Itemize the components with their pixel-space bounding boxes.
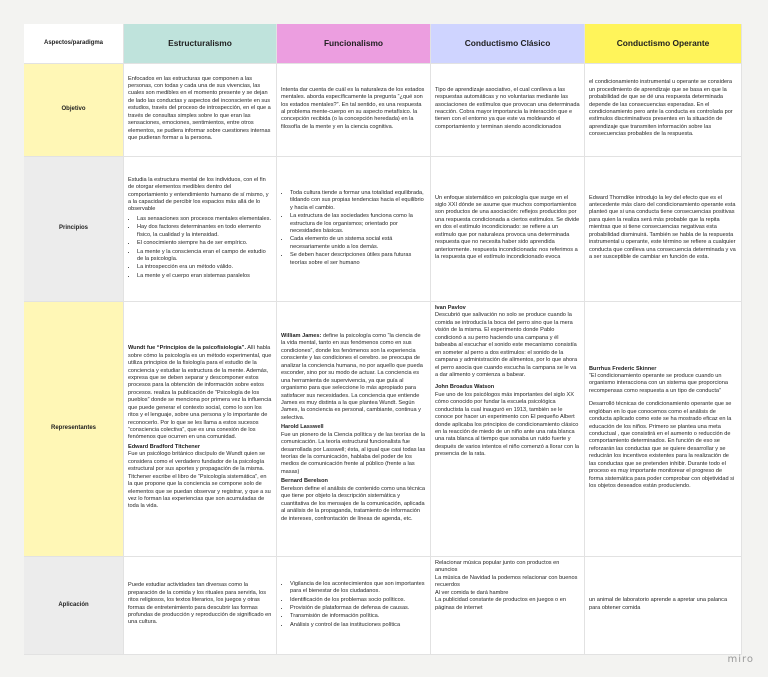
- representative-quote: “El condicionamiento operante se produce cuando un organismo interacciona con un sistema que proporciona recompensas como respuesta a un tipo de conducta”: [589, 372, 728, 394]
- list-item: • La introspección era un método válido.: [137, 264, 272, 271]
- representative-text: Fue uno de los psicólogos más importantes del siglo XX cómo conocido por fundar la escuela psicológica conductista la cual inauguró en 1913, también se le conoce por hacer un experimento con El pequeño Albert donde aplicaba los principios de condicionamiento clásico en la reacción de miedo de un niño ante una rata blanca una rata blanca al tiempo que sonaba un ruido fuerte y después de varios intentos el niño comenzó a llorar con la presencia de la rata.: [435, 391, 579, 458]
- aplicacion-funcionalismo-list: [281, 581, 426, 631]
- representative-name: William James:: [281, 333, 322, 340]
- cell-text: Un enfoque sistemático en psicología que surge en el siglo XXI dónde se asume que muchos comportamientos son productos de una asociación: reflejos producidos por una respuesta condicionada a ciertos estímulos. Se divide en dos el estímulo incondicionado: se refiere a un estímulo que por naturaleza provoca una determinada respuesta que no necesita haber sido aprendida anteriormente. respuesta incondicionada: nos referimos a la respuesta que el estímulo incondicionado evoca: [435, 194, 580, 261]
- row-label-representantes: Representantes: [24, 302, 124, 557]
- comparison-board: [24, 24, 742, 655]
- aplicacion-conductismo-clasico: [431, 557, 585, 655]
- representative-text: define la psicología como “la ciencia de la vida mental, tanto en sus fenómenos como en sus condiciones”, donde los fenómenos son la experiencia consciente y las condiciones el cerebro. se preocupa de analizar la conciencia humana, no por aquello que pueda esconder, sino por su modo de actuar. La conciencia es una herramienta de supervivencia, ya que guía al organismo para que seleccione lo más apropiado para satisfacer sus necesidades. La conciencia que entiende James es muy distinta a la que plantea Wundt. Según James, la conciencia es personal, cambiante, continua y selectiva.: [281, 333, 423, 421]
- row-label-principios: Principios: [24, 157, 124, 302]
- representative-text: Fue un psicólogo británico discípulo de Wundt quien se considera como el verdadero fundador de la psicología estructural por sus aportes y propagación de la misma. Titchener escribe el libro de “Psicología sistemática”, en la que propone que la conciencia se compone solo de elementos que se puedan observar y registrar, y que a su vez lo forman las experiencias que son acumuladas de toda la vida.: [128, 451, 271, 510]
- cell-text: Puede estudiar actividades tan diversas como la preparación de la comida y los rituales para servirla, los ritos religiosos, los textos literarios, los juegos y otras formas de entretenimiento para descubrir las formas profundas de producción y reproducción de significado en una cultura.: [128, 582, 272, 626]
- list-item: • La mente y el cuerpo eran sistemas paralelos: [137, 273, 272, 280]
- representative-name: Burrhus Frederic Skinner: [589, 365, 657, 372]
- list-item: • La mente y la consciencia eran el campo de estudio de la psicología.: [137, 249, 272, 264]
- principios-conductismo-operante: [585, 157, 742, 302]
- representative-name: Bernard Berelson: [281, 478, 328, 485]
- list-item: • Vigilancia de los acontecimientos que son importantes para el bienestar de los ciudadanos.: [290, 581, 426, 596]
- principios-funcionalismo-list: [281, 190, 426, 268]
- cell-text: Enfocados en las estructuras que componen a las personas, con todas y cada una de sus vivencias, las cuales son medibles en el momento presente y se dejan de lado las conductas y aspectos del inconsciente en sus estudios, través del proceso de introspección, en el que a través de consultas simples sobre lo que eran las sensaciones, emociones, sentimientos, entre otros elementos, se pudiera informar sobre cuestiones internas que pudieran formar a la persona.: [128, 75, 271, 142]
- list-item: • Se deben hacer descripciones útiles para futuras teorías sobre el ser humano: [290, 252, 426, 267]
- objetivo-conductismo-operante: [585, 64, 742, 157]
- list-item: • Toda cultura tiende a formar una totalidad equilibrada, tildando con sus propias tendencias hacia el equilibrio y hacia el cambio.: [290, 190, 426, 212]
- representative-name: Harold Lasswell: [281, 424, 324, 431]
- list-item: • Identificación de los problemas socio políticos.: [290, 597, 426, 604]
- representantes-conductismo-clasico: [431, 302, 585, 557]
- list-item: • Hay dos factores determinantes en todo elemento físico, la cualidad y la intensidad.: [137, 224, 272, 239]
- header-estructuralismo: Estructuralismo: [124, 24, 277, 64]
- aplicacion-conductismo-operante: [585, 557, 742, 655]
- header-aspects: Aspectos/paradigma: [24, 24, 124, 64]
- row-label-aplicacion: Aplicación: [24, 557, 124, 655]
- miro-watermark: miro: [727, 654, 754, 665]
- objetivo-estructuralismo: [124, 64, 277, 157]
- objetivo-funcionalismo: [277, 64, 431, 157]
- representative-text: Desarrolló técnicas de condicionamiento operante que se englóban en lo que conocemos como el análisis de conducta aplicado como este se ha mostrado eficaz en la educación de los niños. Primero se plantea una meta conductual , que consistirá en el aumento o reducción de comportamiento determinados. En función de eso se reforzarán las conductas que se quiere desarrollar y se reducirán los incentivos existentes para la realización de las conductas que se pretenden inhibir. Durante todo el proceso es muy importante monitorear el progreso de forma sistemática para poder comprobar con objetividad si los objetos deseados están produciendo.: [589, 401, 735, 490]
- principios-estructuralismo-list: [128, 216, 272, 282]
- cell-line: Relacionar música popular junto con productos en anuncios: [435, 560, 560, 574]
- list-item: • Las sensaciones son procesos mentales elementales.: [137, 216, 272, 223]
- list-item: • El conocimiento siempre ha de ser empírico.: [137, 240, 272, 247]
- representative-text: Fue un pionero de la Ciencia política y de las teorías de la comunicación. La teoría estructural funcionalista fue desarrollada por Lasswell; ésta, al igual que casi todas las teorías de la comunicación, hablaba del poder de los medios de comunicación frente al público (frente a las masas): [281, 431, 426, 475]
- aplicacion-estructuralismo: [124, 557, 277, 655]
- cell-text: el condicionamiento instrumental u operante se considera un procedimiento de aprendizaje que se basa en que la probabilidad de que se dé una respuesta determinada depende de las consecuencias esperadas. En el condicionamiento pero ante la conducta es controlada por estímulos discriminativos presentes en la situación de aprendizaje que transmiten información sobre las consecuencias probables de la respuesta.: [589, 79, 733, 138]
- representantes-estructuralismo: [124, 302, 277, 557]
- representative-name: Edward Bradford Titchener: [128, 443, 201, 450]
- principios-conductismo-clasico: [431, 157, 585, 302]
- aplicacion-funcionalismo: [277, 557, 431, 655]
- representative-text: Descubrió que salivación no solo se produce cuando la comida se introducía la boca del perro sino que la mera visión de la misma. El experimento donde Pablo condicionó a su perro haciendo una campana y él babeaba al escuchar el sonido este mecanismo consistía en someter al perro a dos estímulos: el sonido de la campana y administración de alimentos, por lo que ahora el perro asocia que cuando escucha la campana se le va a dar alimento y comienza a babear.: [435, 312, 578, 378]
- cell-text: un animal de laboratorio aprende a apretar una palanca para obtener comida: [589, 597, 728, 611]
- list-item: • Análisis y control de las instituciones política: [290, 622, 426, 629]
- representantes-conductismo-operante: [585, 302, 742, 557]
- cell-line: La publicidad constante de productos en juegos o en páginas de internet: [435, 597, 566, 611]
- list-item: • Provisión de plataformas de defensa de causas.: [290, 605, 426, 612]
- objetivo-conductismo-clasico: [431, 64, 585, 157]
- header-funcionalismo: Funcionalismo: [277, 24, 431, 64]
- principios-funcionalismo: [277, 157, 431, 302]
- header-conductismo-clasico: Conductismo Clásico: [431, 24, 585, 64]
- cell-line: Al ver comida te dará hambre: [435, 589, 509, 596]
- list-item: • Cada elemento de un sistema social está necesariamente unido a los demás.: [290, 236, 426, 251]
- principios-estructuralismo: [124, 157, 277, 302]
- cell-text: Intenta dar cuenta de cuál es la naturaleza de los estados mentales. aborda específicamente la pregunta “¿qué son los estados mentales?”. En tal sentido, es una respuesta al problema mente-cuerpo en su aspecto metafísico. la concepción recibida (o la concepción heredada) en la filosofía de la mente y en la ciencia cognitiva.: [281, 86, 425, 130]
- cell-text: Edward Thorndike introdujo la ley del efecto que es el antecedente más claro del condicionamiento operante esta planteó que si una conducta tiene consecuencias positivas para quien la realiza será más probable que la repita mientras que si tiene consecuencias negativas esta probabilidad disminuirá. También se habla de la respuesta instrumental u operante, este término se refiere a cualquier conducta que conlleva una consecuencia determinada y va a ser susceptible de cambiar en función de esta.: [589, 194, 736, 261]
- header-conductismo-operante: Conductismo Operante: [585, 24, 742, 64]
- representative-text: Allí habla sobre cómo la psicología es un método experimental, que utiliza principios de la fisiología para el estudio de la conciencia y estudiar la estructura de la mente. Además, expresa que se deben separar y descomponer estos procesos para la obtención de información sobre estos procesos. realiza la publicación de “Psicología de los pueblos” donde se menciona por primera vez la influencia que puede generar el contexto social, como lo son los ritos y el lenguaje, sobre una persona y lo importante de reconocerlo. Por lo que se les llama a estos sucesos “consciencia colectiva”, que es una conexión de los fenómenos que ocurren en una comunidad.: [128, 345, 272, 441]
- representative-name: Wundt fue “Principios de la psicofisiología”.: [128, 345, 246, 352]
- cell-text: Tipo de aprendizaje asociativo, el cual conlleva a las respuestas automáticas y no voluntarias mediante las asociaciones de estímulos que provocan una determinada reacción. Cobra mayor importancia la interacción que e tienen con el entorno ya que este va moldeando el comportamiento y terminan siendo acondicionados: [435, 86, 580, 130]
- list-item: • Transmisión de información política.: [290, 613, 426, 620]
- row-label-objetivo: Objetivo: [24, 64, 124, 157]
- representative-name: Ivan Pavlov: [435, 305, 466, 311]
- cell-text: Estudia la estructura mental de los individuos, con el fin de otorgar elementos medibles dentro del comportamiento y entendimiento humano de sí mismo, y a la capacidad de percibir los espacios más allá de lo observable: [128, 176, 269, 213]
- representative-name: John Broadus Watson: [435, 384, 495, 391]
- representantes-funcionalismo: [277, 302, 431, 557]
- cell-line: La música de Navidad la podemos relacionar con buenos recuerdos: [435, 574, 578, 589]
- list-item: • La estructura de las sociedades funciona como la estructura de los organismos; orientado por necesidades básicas.: [290, 213, 426, 235]
- representative-text: Berelson define el análisis de contenido como una técnica que tiene por objeto la descripción sistemática y cuantitativa de los mensajes de la comunicación, aplicada al análisis de la propaganda, tratamiento de información de intereses, confrontación de líneas de agenda, etc.: [281, 485, 425, 522]
